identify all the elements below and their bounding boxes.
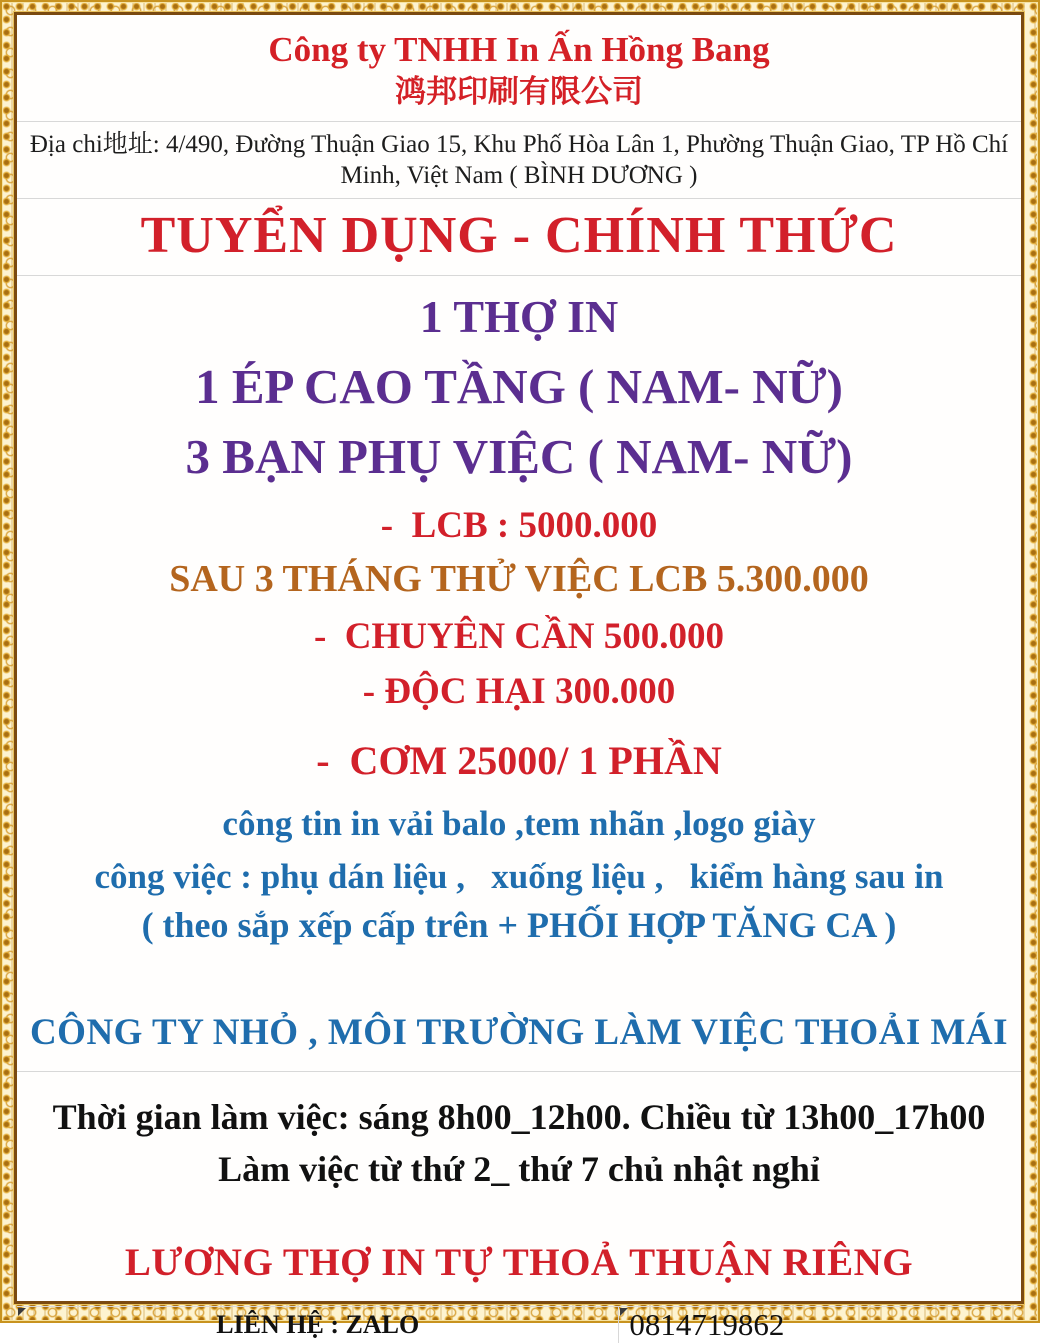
- work-environment-line: CÔNG TY NHỎ , MÔI TRƯỜNG LÀM VIỆC THOẢI MÁI: [29, 1011, 1009, 1053]
- meal-allowance-line: - CƠM 25000/ 1 PHẦN: [316, 738, 722, 784]
- divider: [17, 198, 1021, 199]
- attendance-bonus-line: - CHUYÊN CẦN 500.000: [313, 616, 725, 658]
- contact-label-cell: [17, 1307, 619, 1343]
- working-days-line: Làm việc từ thứ 2_ thứ 7 chủ nhật nghỉ: [218, 1148, 820, 1189]
- contact-phone-number: 0814719862: [629, 1307, 785, 1343]
- company-name-vietnamese: Công ty TNHH In Ấn Hồng Bang: [268, 30, 770, 69]
- recruitment-title: TUYỂN DỤNG - CHÍNH THỨC: [140, 207, 898, 265]
- working-hours-line: Thời gian làm việc: sáng 8h00_12h00. Chiều từ 13h00_17h00: [52, 1097, 986, 1138]
- contact-table: [17, 1306, 1021, 1343]
- company-address: Địa chi地址: 4/490, Đường Thuận Giao 15, Khu Phố Hòa Lân 1, Phường Thuận Giao, TP Hồ Chí Minh, Việt Nam ( BÌNH DƯƠNG ): [29, 130, 1009, 190]
- flyer-content: [14, 12, 1024, 1343]
- contact-label: LIÊN HỆ : ZALO: [216, 1310, 420, 1340]
- company-products-line: công tin in vải balo ,tem nhãn ,logo giày: [222, 803, 816, 843]
- divider: [17, 275, 1021, 276]
- position-printer: 1 THỢ IN: [419, 290, 619, 342]
- overtime-note-line: ( theo sắp xếp cấp trên + PHỐI HỢP TĂNG CA ): [141, 905, 897, 946]
- contact-phone-cell: [619, 1307, 1021, 1343]
- job-duties-line: công việc : phụ dán liệu , xuống liệu , kiểm hàng sau in: [94, 856, 944, 896]
- hazard-allowance-line: - ĐỘC HẠI 300.000: [362, 670, 676, 712]
- divider: [17, 121, 1021, 122]
- position-press-operator: 1 ÉP CAO TẦNG ( NAM- NỮ): [195, 359, 843, 414]
- base-salary-line: - LCB : 5000.000: [380, 504, 658, 546]
- company-name-chinese: 鸿邦印刷有限公司: [395, 74, 643, 110]
- table-corner-marker-icon: [18, 1308, 26, 1316]
- printer-salary-note: LƯƠNG THỢ IN TỰ THOẢ THUẬN RIÊNG: [124, 1241, 914, 1285]
- table-corner-marker-icon: [620, 1308, 628, 1316]
- position-helper: 3 BẠN PHỤ VIỆC ( NAM- NỮ): [185, 428, 853, 484]
- divider: [17, 1071, 1021, 1072]
- probation-salary-line: SAU 3 THÁNG THỬ VIỆC LCB 5.300.000: [169, 558, 869, 601]
